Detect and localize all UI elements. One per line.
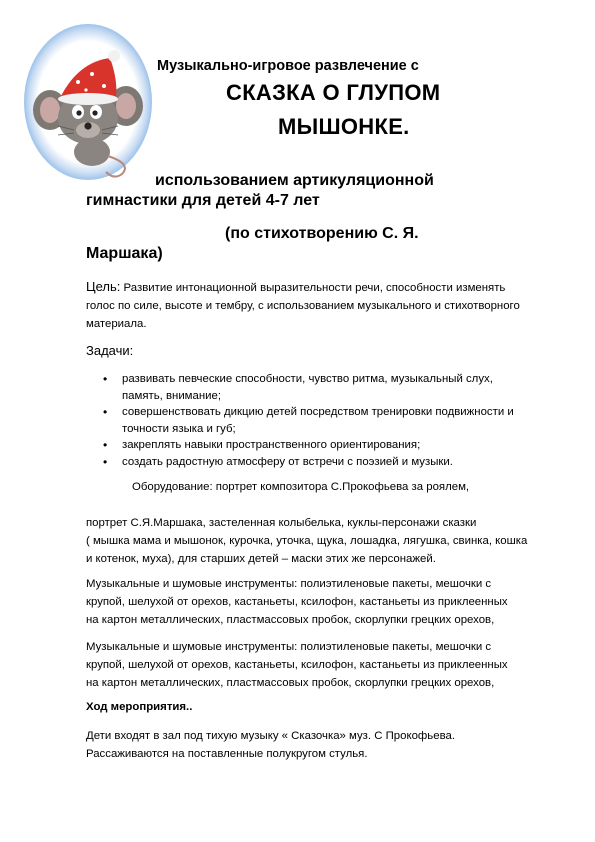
intro-line-3: гимнастики для детей 4-7 лет: [86, 192, 320, 209]
goal-label: Цель:: [86, 279, 121, 294]
course-paragraph: Дети входят в зал под тихую музыку « Сказочка» муз. С Прокофьева. Рассаживаются на поставленные полукругом стулья.: [86, 730, 455, 760]
intro-line-1: Музыкально-игровое развлечение с: [157, 58, 419, 74]
page-title-line-1: СКАЗКА О ГЛУПОМ: [226, 80, 441, 105]
list-item: • совершенствовать дикцию детей посредством тренировки подвижности и точности языка и губ;: [122, 404, 582, 437]
intro-line-2: использованием артикуляционной: [155, 172, 434, 189]
equipment-line-0: Оборудование: портрет композитора С.Прокофьева за роялем,: [132, 481, 470, 493]
page-title-line-2: МЫШОНКЕ.: [278, 114, 410, 139]
goal-text-2: голос по силе, высоте и тембру, с использованием музыкального и стихотворного: [86, 300, 520, 312]
list-item: • закреплять навыки пространственного ориентирования;: [122, 437, 582, 454]
intro-line-4: (по стихотворению С. Я.: [225, 225, 419, 242]
goal-text-3: материала.: [86, 318, 147, 330]
list-item: • создать радостную атмосферу от встречи с поэзией и музыки.: [122, 454, 582, 471]
instruments-paragraph-2: Музыкальные и шумовые инструменты: полиэтиленовые пакеты, мешочки с крупой, шелухой от орехов, кастаньеты, ксилофон, кастаньеты из приклеенных на картон металлических, пластмассовых пробок, скорлупки грецких орехов,: [86, 641, 508, 689]
tasks-list: [86, 371, 582, 470]
instruments-paragraph-1: Музыкальные и шумовые инструменты: полиэтиленовые пакеты, мешочки с крупой, шелухой от орехов, кастаньеты, ксилофон, кастаньеты из приклеенных на картон металлических, пластмассовых пробок, скорлупки грецких орехов,: [86, 578, 508, 626]
list-item: • развивать певческие способности, чувство ритма, музыкальный слух, память, внимание;: [122, 371, 582, 404]
goal-paragraph: [86, 278, 556, 333]
tasks-heading: Задачи:: [86, 343, 134, 358]
intro-line-5: Маршака): [86, 245, 163, 262]
goal-text-1: Развитие интонационной выразительности речи, способности изменять: [120, 282, 506, 294]
equipment-paragraph: портрет С.Я.Маршака, застеленная колыбелька, куклы-персонажи сказки ( мышка мама и мышонок, курочка, уточка, щука, лошадка, лягушка, свинка, кошка и котенок, муха), для старших детей – маски этих же персонажей.: [86, 517, 528, 565]
course-heading: Ход мероприятия..: [86, 701, 193, 713]
